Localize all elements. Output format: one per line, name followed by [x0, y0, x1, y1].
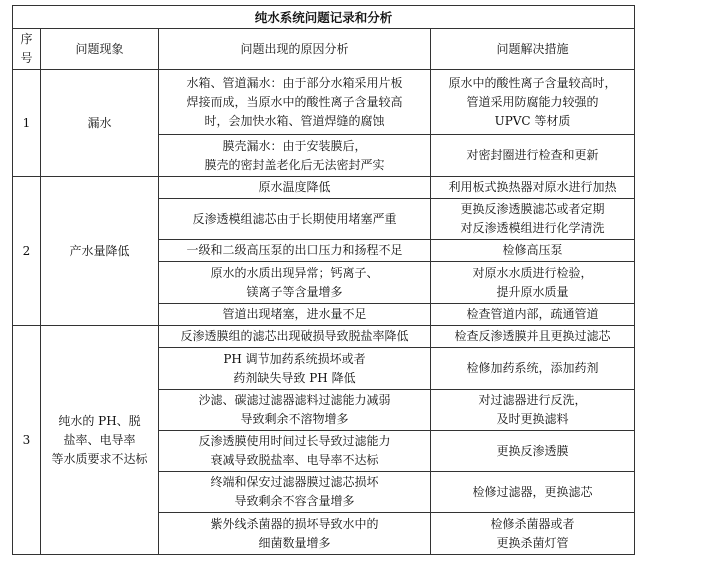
- fix-line: 检修高压泵: [502, 243, 563, 257]
- fix-line: 检修过滤器，更换滤芯: [472, 484, 593, 499]
- table-title: 纯水系统问题记录和分析: [13, 6, 635, 29]
- header-row: [13, 29, 635, 70]
- cause-line: 一级和二级高压泵的出口压力和扬程不足: [186, 243, 403, 257]
- fix-cell: [431, 177, 635, 199]
- cause-cell: [159, 70, 431, 135]
- cause-line: 时，会加快水箱、管道焊缝的腐蚀: [204, 113, 385, 128]
- cause-line: 沙滤、碳滤过滤器滤料过滤能力减弱: [198, 393, 391, 407]
- symptom-line: 盐率、电导率: [63, 432, 136, 447]
- fix-cell: [431, 513, 635, 555]
- fix-line: 对原水水质进行检验，: [472, 265, 593, 280]
- header-symptom: 问题现象: [41, 29, 159, 70]
- cause-cell: [159, 199, 431, 240]
- fix-cell: [431, 135, 635, 177]
- cause-cell: [159, 177, 431, 199]
- symptom-line: 漏水: [87, 115, 112, 130]
- cause-cell: [159, 513, 431, 555]
- cause-line: 镁离子等含量增多: [246, 284, 343, 299]
- fix-line: 原水中的酸性离子含量较高时，: [448, 75, 617, 90]
- fix-line: 提升原水质量: [496, 284, 569, 299]
- table-row: [13, 326, 635, 348]
- cause-cell: [159, 390, 431, 431]
- symptom-line: 等水质要求不达标: [51, 451, 148, 466]
- row-number: 2: [13, 177, 41, 326]
- cause-line: 导致剩余不溶物增多: [240, 412, 349, 426]
- symptom-cell: [41, 177, 159, 326]
- fix-cell: [431, 348, 635, 390]
- table-row: [13, 177, 635, 199]
- symptom-line: 产水量降低: [69, 243, 130, 258]
- cause-cell: [159, 135, 431, 177]
- cause-line: 管道出现堵塞，进水量不足: [222, 307, 367, 321]
- cause-line: 紫外线杀菌器的损坏导致水中的: [210, 516, 379, 531]
- cause-line: 反渗透膜使用时间过长导致过滤能力: [198, 434, 391, 448]
- fix-cell: [431, 304, 635, 326]
- fix-cell: [431, 472, 635, 513]
- problem-analysis-table: [12, 5, 635, 555]
- table-body: [13, 70, 635, 555]
- fix-cell: [431, 326, 635, 348]
- cause-line: 反渗透膜组的滤芯出现破损导致脱盐率降低: [180, 329, 409, 343]
- cause-line: 原水温度降低: [258, 180, 331, 194]
- header-cause: 问题出现的原因分析: [159, 29, 431, 70]
- fix-line: 对密封圈进行检查和更新: [466, 148, 599, 162]
- fix-line: 更换反渗透膜滤芯或者定期: [460, 202, 605, 216]
- cause-cell: [159, 240, 431, 262]
- cause-line: 原水的水质出现异常；钙离子、: [210, 265, 379, 280]
- header-no: 序号: [13, 29, 41, 70]
- fix-cell: [431, 262, 635, 304]
- row-number: 3: [13, 326, 41, 555]
- fix-line: 检修加药系统，添加药剂: [466, 361, 599, 375]
- fix-line: 对反渗透模组进行化学清洗: [460, 221, 605, 235]
- fix-line: 及时更换滤料: [496, 412, 569, 426]
- fix-line: 检查反渗透膜并且更换过滤芯: [454, 329, 611, 343]
- cause-line: 细菌数量增多: [258, 535, 331, 550]
- header-fix: 问题解决措施: [431, 29, 635, 70]
- cause-line: 终端和保安过滤器膜过滤芯损坏: [210, 475, 379, 489]
- symptom-line: 纯水的 PH、脱: [58, 413, 141, 428]
- fix-line: 利用板式换热器对原水进行加热: [448, 180, 617, 194]
- table-row: [13, 70, 635, 135]
- cause-line: 膜壳的密封盖老化后无法密封严实: [204, 157, 385, 172]
- fix-line: 检查管道内部，疏通管道: [466, 307, 599, 321]
- cause-line: 导致剩余不容含量增多: [234, 494, 355, 508]
- cause-cell: [159, 472, 431, 513]
- symptom-cell: [41, 70, 159, 177]
- fix-line: 更换杀菌灯管: [496, 535, 569, 550]
- cause-line: 衰减导致脱盐率、电导率不达标: [210, 453, 379, 467]
- cause-cell: [159, 262, 431, 304]
- fix-line: 对过滤器进行反洗，: [478, 393, 587, 407]
- cause-line: 反渗透模组滤芯由于长期使用堵塞严重: [192, 211, 397, 226]
- fix-cell: [431, 199, 635, 240]
- cause-line: 膜壳漏水：由于安装膜后，: [222, 138, 367, 153]
- cause-cell: [159, 304, 431, 326]
- fix-cell: [431, 431, 635, 472]
- cause-line: 焊接而成，当原水中的酸性离子含量较高: [186, 94, 403, 109]
- fix-line: 更换反渗透膜: [496, 443, 569, 458]
- cause-line: PH 调节加药系统损坏或者: [223, 351, 366, 366]
- cause-line: 药剂缺失导致 PH 降低: [233, 370, 356, 385]
- symptom-cell: [41, 326, 159, 555]
- fix-cell: [431, 390, 635, 431]
- cause-cell: [159, 431, 431, 472]
- fix-cell: [431, 70, 635, 135]
- fix-line: UPVC 等材质: [494, 113, 571, 128]
- cause-cell: [159, 348, 431, 390]
- fix-cell: [431, 240, 635, 262]
- row-number: 1: [13, 70, 41, 177]
- fix-line: 检修杀菌器或者: [490, 516, 575, 531]
- cause-cell: [159, 326, 431, 348]
- cause-line: 水箱、管道漏水：由于部分水箱采用片板: [186, 75, 403, 90]
- fix-line: 管道采用防腐能力较强的: [466, 94, 599, 109]
